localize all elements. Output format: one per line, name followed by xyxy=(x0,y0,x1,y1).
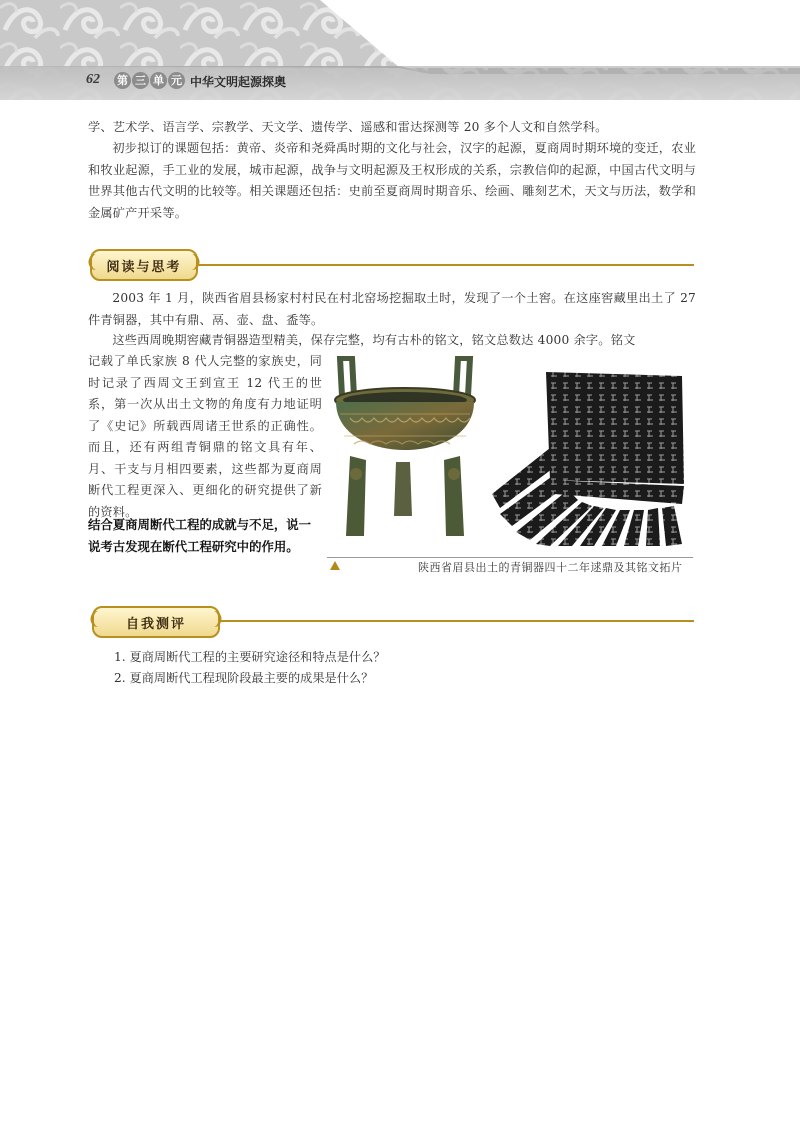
reading-section-title: 阅读与思考 xyxy=(106,259,182,275)
inscription-rubbing-image xyxy=(488,368,686,548)
unit-badge-char: 第 xyxy=(114,72,131,89)
reading-paragraph-2-wrapped: 记载了单氏家族 8 代人完整的家族史，同时记录了西周文王到宣王 12 代王的世系，第一次从出土文物的角度有力地证明了《史记》所载西周诸王世系的正确性。而且，还有两组青铜鼎的铭文具有年、月、干支与月相四要素，这些都为夏商周断代工程更深入、更细化的研究提供了新的资料。 xyxy=(88,354,322,519)
ornament-curl-icon xyxy=(84,252,100,272)
intro-paragraph: 初步拟订的课题包括：黄帝、炎帝和尧舜禹时期的文化与社会，汉字的起源，夏商周时期环境的变迁，农业和牧业起源，手工业的发展，城市起源，战争与文明起源及王权形成的关系，宗教信仰的起源，中国古代文明与世界其他古代文明的比较等。相关课题还包括：史前至夏商周时期音乐、绘画、雕刻艺术，天文与历法，数学和金属矿产开采等。 xyxy=(88,141,696,220)
unit-title: 中华文明起源探奥 xyxy=(190,75,287,89)
figure-caption: 陕西省眉县出土的青铜器四十二年逑鼎及其铭文拓片 xyxy=(418,561,683,574)
bronze-ding-image xyxy=(330,356,480,546)
self-test-section-banner xyxy=(86,604,696,638)
self-test-question: 1. 夏商周断代工程的主要研究途径和特点是什么？ xyxy=(114,650,386,664)
page-number: 62 xyxy=(86,72,100,87)
ornament-curl-icon xyxy=(86,609,102,629)
ornament-curl-icon xyxy=(210,609,226,629)
reading-paragraph-1: 2003 年 1 月，陕西省眉县杨家村村民在村北窑场挖掘取土时，发现了一个土窖。在这座窖藏里出土了 27 件青铜器，其中有鼎、鬲、壶、盘、盉等。 xyxy=(88,291,696,327)
intro-continuation-line: 学、艺术学、语言学、宗教学、天文学、遗传学、遥感和雷达探测等 20 多个人文和自然学科。 xyxy=(88,120,608,134)
ornament-curl-icon xyxy=(188,252,204,272)
reading-title-tag xyxy=(90,249,198,281)
reading-paragraph-2-first-line: 这些西周晚期窖藏青铜器造型精美，保存完整，均有古朴的铭文，铭文总数达 4000 余字。铭文 xyxy=(112,333,636,347)
banner-rule xyxy=(186,264,694,266)
unit-badge-char: 三 xyxy=(132,72,149,89)
unit-badge-char: 元 xyxy=(168,72,185,89)
self-test-question: 2. 夏商周断代工程现阶段最主要的成果是什么？ xyxy=(114,671,374,685)
page-header xyxy=(0,0,800,100)
reading-section-banner xyxy=(86,247,696,281)
reading-question: 结合夏商周断代工程的成就与不足，说一说考古发现在断代工程研究中的作用。 xyxy=(88,517,312,554)
caption-triangle-icon xyxy=(330,561,340,570)
unit-badge-char: 单 xyxy=(150,72,167,89)
self-test-section-title: 自我测评 xyxy=(125,616,186,632)
banner-rule xyxy=(216,620,694,622)
unit-badge xyxy=(114,70,186,90)
self-test-title-tag xyxy=(92,606,220,638)
